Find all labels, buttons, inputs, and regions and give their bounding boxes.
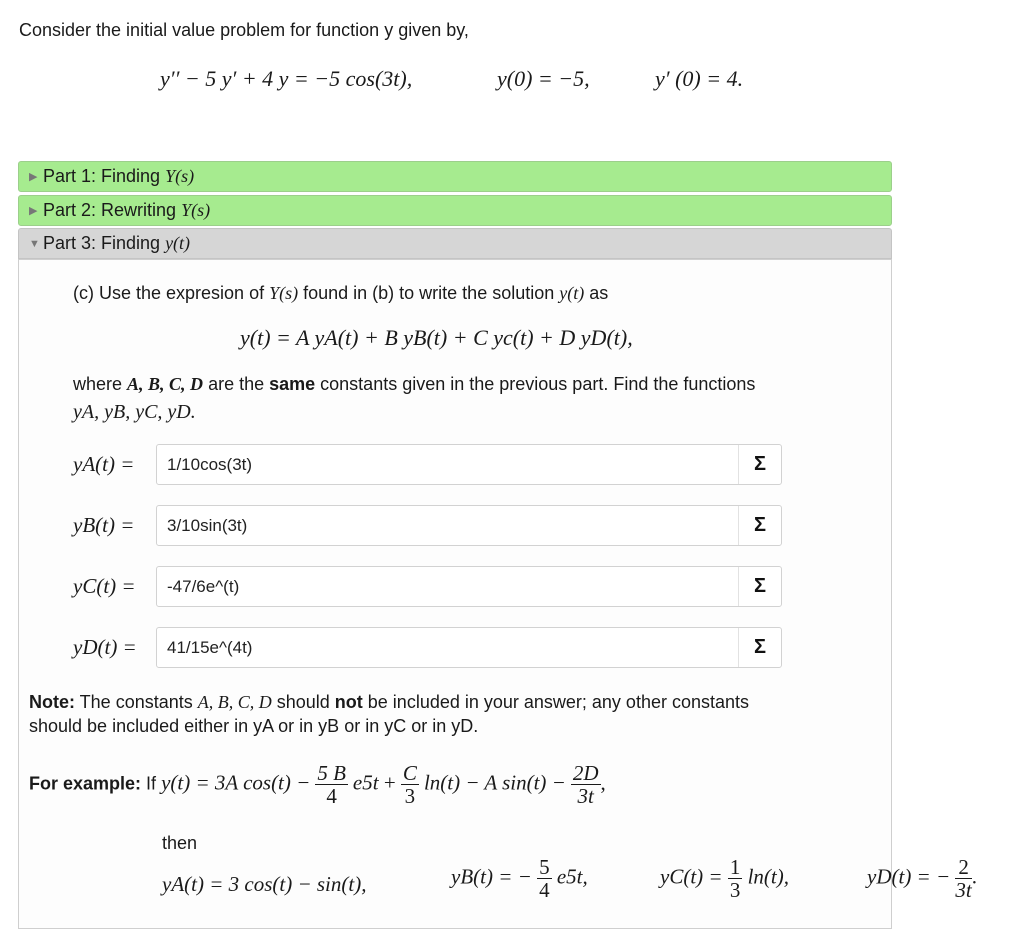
- answer-input-ya[interactable]: [157, 445, 727, 484]
- question-text: (c) Use the expresion of Y(s) found in (b) to write the solution y(t) as: [73, 283, 609, 303]
- answer-label-yc: yC(t) =: [73, 574, 136, 598]
- functions-list: yA, yB, yC, yD.: [73, 401, 196, 423]
- result-yc: yC(t) = $\frac{1}{3}$ ln(t),: [660, 855, 789, 903]
- example-fraction-3: $\frac{2D}{3t}$: [572, 761, 599, 809]
- result-yb: yB(t) = − $\frac{5}{4}$ e5t,: [451, 855, 588, 903]
- answer-input-yb[interactable]: [157, 506, 727, 545]
- result-ya: yA(t) = 3 cos(t) − sin(t),: [162, 872, 367, 896]
- sigma-icon[interactable]: Σ: [738, 506, 781, 545]
- result-yd: yD(t) = − $\frac{2}{3t}$ .: [867, 855, 977, 903]
- answer-label-ya: yA(t) =: [73, 452, 135, 476]
- example-text: For example: If y(t) = 3A cos(t) − $\frac{5 B}{4}$ e5t + $\frac{C}{3}$ ln(t) − A sin(t) − $\frac{2D}{3t}$ ,: [29, 761, 606, 809]
- initial-condition-yprime: y′ (0) = 4.: [655, 66, 744, 91]
- problem-intro: Consider the initial value problem for function y given by,: [19, 20, 469, 40]
- answer-input-yc[interactable]: [157, 567, 727, 606]
- sigma-icon[interactable]: Σ: [738, 445, 781, 484]
- where-text: where A, B, C, D are the same constants given in the previous part. Find the functions: [73, 374, 756, 394]
- answer-label-yd: yD(t) =: [73, 635, 137, 659]
- note-text-line2: should be included either in yA or in yB or in yC or in yD.: [29, 716, 479, 736]
- differential-equation: y′′ − 5 y′ + 4 y = −5 cos(3t),: [160, 66, 413, 91]
- sigma-icon[interactable]: Σ: [738, 628, 781, 667]
- answer-input-yd[interactable]: [157, 628, 727, 667]
- part-2-header[interactable]: ▶ Part 2: Rewriting Y(s): [18, 195, 892, 226]
- answer-field-yc[interactable]: [156, 566, 782, 607]
- sigma-icon[interactable]: Σ: [738, 567, 781, 606]
- example-fraction-1: $\frac{5 B}{4}$: [317, 761, 346, 809]
- answer-field-yb[interactable]: [156, 505, 782, 546]
- part-1-header[interactable]: ▶ Part 1: Finding Y(s): [18, 161, 892, 192]
- then-label: then: [162, 833, 198, 853]
- caret-right-icon: ▶: [29, 171, 38, 183]
- answer-field-yd[interactable]: [156, 627, 782, 668]
- initial-condition-y: y(0) = −5,: [497, 66, 590, 91]
- caret-down-icon: ▼: [29, 238, 40, 250]
- example-fraction-2: $\frac{C}{3}$: [402, 761, 417, 809]
- caret-right-icon: ▶: [29, 205, 38, 217]
- part-3-header[interactable]: ▼ Part 3: Finding y(t): [18, 228, 892, 259]
- answer-field-ya[interactable]: [156, 444, 782, 485]
- note-text: Note: The constants A, B, C, D should not be included in your answer; any other constants: [29, 692, 750, 712]
- solution-form-equation: y(t) = A yA(t) + B yB(t) + C yc(t) + D yD(t),: [240, 325, 633, 350]
- answer-label-yb: yB(t) =: [73, 513, 135, 537]
